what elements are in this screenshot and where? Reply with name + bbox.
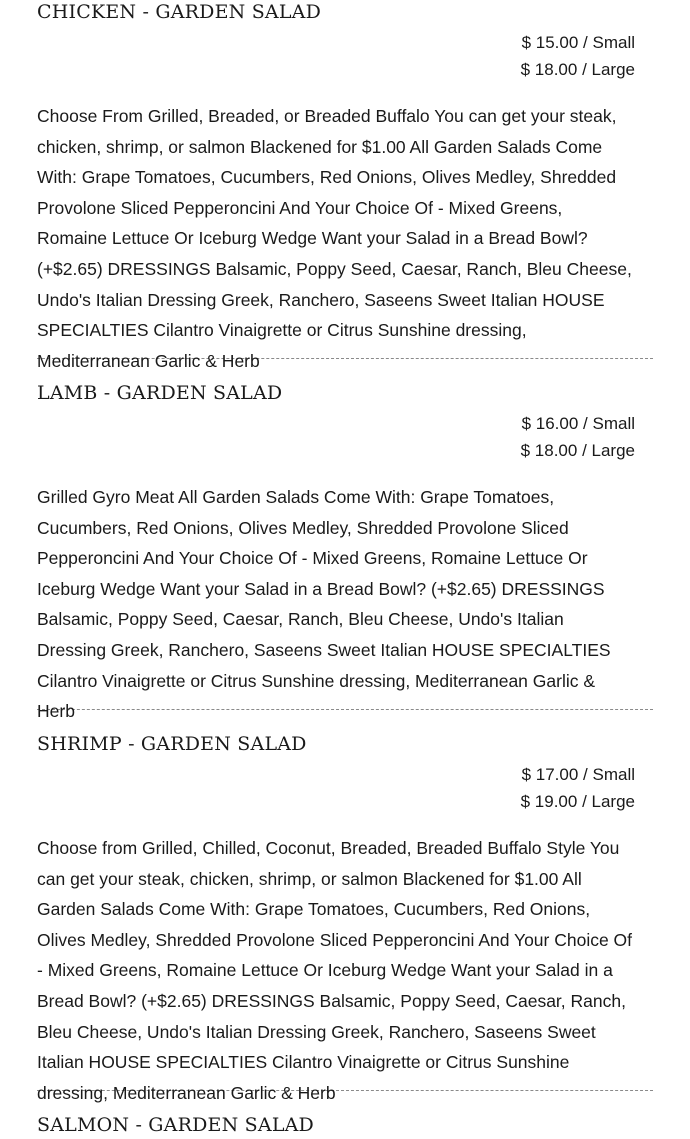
item-title: SHRIMP - GARDEN SALAD <box>37 733 307 755</box>
price-large: $ 18.00 / Large <box>520 60 635 79</box>
price-size: Large <box>591 60 635 79</box>
price-size: Small <box>592 765 635 784</box>
price-list <box>37 761 635 815</box>
price-list <box>37 410 635 464</box>
menu-item-chicken-garden-salad[interactable] <box>37 0 653 371</box>
price-list <box>37 29 635 83</box>
item-description: Grilled Gyro Meat All Garden Salads Come With: Grape Tomatoes, Cucumbers, Red Onions, Olives Medley, Shredded Provolone Sliced Pepperoncini And Your Choice Of - Mixed Greens, Romaine Lettuce Or Iceburg Wedge Want your Salad in a Bread Bowl? (+$2.65) DRESSINGS Balsamic, Poppy Seed, Caesar, Ranch, Bleu Cheese, Undo's Italian Dressing Greek, Ranchero, Saseens Sweet Italian HOUSE SPECIALTIES Cilantro Vinaigrette or Citrus Sunshine dressing, Mediterranean Garlic & Herb <box>37 487 611 722</box>
price-size: Small <box>592 33 635 52</box>
price-amount: $ 15.00 <box>521 33 579 52</box>
price-large: $ 18.00 / Large <box>520 441 635 460</box>
menu-list <box>37 0 653 1137</box>
price-small: $ 15.00 / Small <box>521 33 635 52</box>
item-title: LAMB - GARDEN SALAD <box>37 382 283 404</box>
item-title: SALMON - GARDEN SALAD <box>37 1114 314 1136</box>
price-amount: $ 18.00 <box>520 60 578 79</box>
price-size: Large <box>591 441 635 460</box>
menu-item-shrimp-garden-salad[interactable] <box>37 710 653 1103</box>
item-description: Choose from Grilled, Chilled, Coconut, Breaded, Breaded Buffalo Style You can get your steak, chicken, shrimp, or salmon Blackened for $1.00 All Garden Salads Come With: Grape Tomatoes, Cucumbers, Red Onions, Olives Medley, Shredded Provolone Sliced Pepperoncini And Your Choice Of - Mixed Greens, Romaine Lettuce Or Iceburg Wedge Want your Salad in a Bread Bowl? (+$2.65) DRESSINGS Balsamic, Poppy Seed, Caesar, Ranch, Bleu Cheese, Undo's Italian Dressing Greek, Ranchero, Saseens Sweet Italian HOUSE SPECIALTIES Cilantro Vinaigrette or Citrus Sunshine dressing, Mediterranean Garlic & Herb <box>37 838 633 1103</box>
menu-item-lamb-garden-salad[interactable] <box>37 359 653 722</box>
price-large: $ 19.00 / Large <box>520 792 635 811</box>
price-amount: $ 18.00 <box>520 441 578 460</box>
price-size: Large <box>591 792 635 811</box>
price-small: $ 17.00 / Small <box>521 765 635 784</box>
item-description: Choose From Grilled, Breaded, or Breaded Buffalo You can get your steak, chicken, shrimp, or salmon Blackened for $1.00 All Garden Salads Come With: Grape Tomatoes, Cucumbers, Red Onions, Olives Medley, Shredded Provolone Sliced Pepperoncini And Your Choice Of - Mixed Greens, Romaine Lettuce Or Iceburg Wedge Want your Salad in a Bread Bowl? (+$2.65) DRESSINGS Balsamic, Poppy Seed, Caesar, Ranch, Bleu Cheese, Undo's Italian Dressing Greek, Ranchero, Saseens Sweet Italian HOUSE SPECIALTIES Cilantro Vinaigrette or Citrus Sunshine dressing, Mediterranean Garlic & Herb <box>37 106 632 371</box>
item-title: CHICKEN - GARDEN SALAD <box>37 1 322 23</box>
price-amount: $ 17.00 <box>521 765 579 784</box>
price-amount: $ 16.00 <box>521 414 579 433</box>
price-small: $ 16.00 / Small <box>521 414 635 433</box>
price-size: Small <box>592 414 635 433</box>
price-amount: $ 19.00 <box>520 792 578 811</box>
